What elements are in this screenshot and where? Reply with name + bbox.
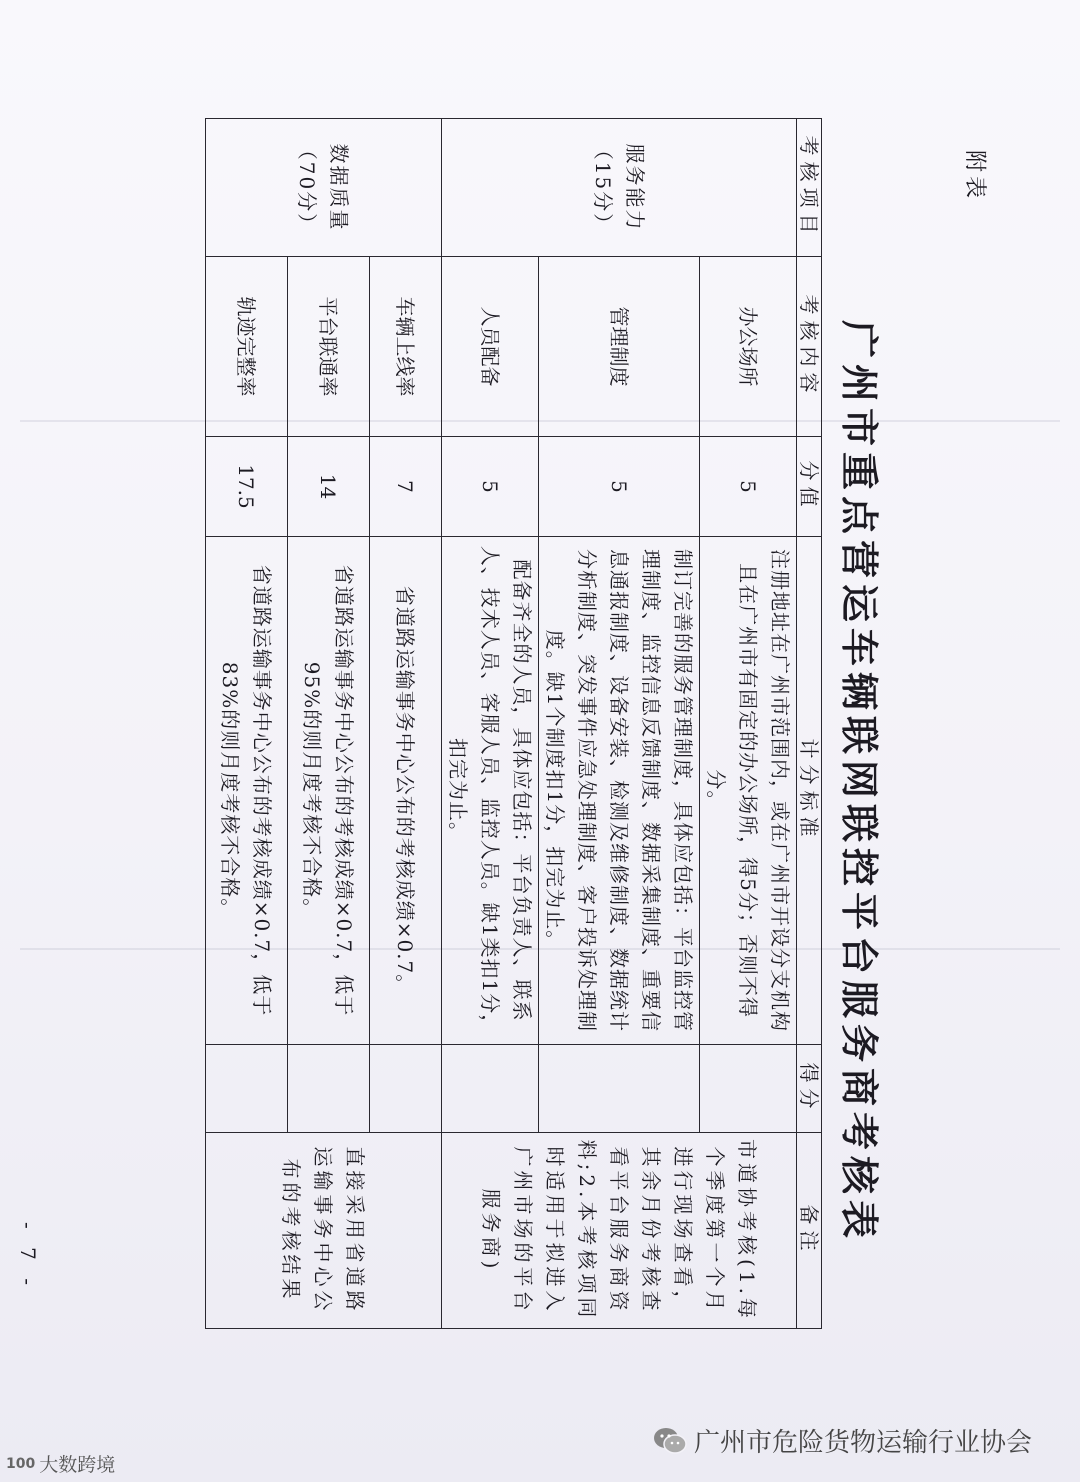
content-cell: 平台联通率 — [288, 257, 370, 437]
table-row — [370, 119, 442, 1329]
page-number: - 7 - — [16, 1222, 40, 1291]
score-cell — [539, 1045, 700, 1133]
annex-label: 附表 — [962, 150, 987, 203]
table-row — [700, 119, 797, 1329]
content-cell: 车辆上线率 — [370, 257, 442, 437]
header-score: 得分 — [797, 1045, 822, 1133]
value-cell: 17.5 — [206, 437, 288, 537]
header-score-value: 分值 — [797, 437, 822, 537]
criteria-cell: 省道路运输事务中心公布的考核成绩×0.7。 — [370, 537, 442, 1045]
watermark-left — [6, 1450, 115, 1477]
table-header-row — [797, 119, 822, 1329]
criteria-cell: 省道路运输事务中心公布的考核成绩×0.7，低于95%的则月度考核不合格。 — [288, 537, 370, 1045]
wechat-icon — [652, 1426, 688, 1456]
score-cell — [206, 1045, 288, 1133]
watermark-logo: 100 — [6, 1455, 36, 1472]
item-data-quality: 数据质量（70分） — [206, 119, 442, 257]
value-cell: 5 — [700, 437, 797, 537]
criteria-cell: 制订完善的服务管理制度，具体应包括：平台监控管理制度、监控信息反馈制度、数据采集制度、重要信息通报制度、设备安装、检测及维修制度、数据统计分析制度、突发事件应急处理制度、客户投诉处理制度。缺1个制度扣1分，扣完为止。 — [539, 537, 700, 1045]
score-cell — [442, 1045, 539, 1133]
header-criteria: 计分标准 — [797, 537, 822, 1045]
value-cell: 5 — [539, 437, 700, 537]
content-cell: 轨迹完整率 — [206, 257, 288, 437]
score-cell — [700, 1045, 797, 1133]
score-cell — [370, 1045, 442, 1133]
item-service-capability: 服务能力（15分） — [442, 119, 797, 257]
value-cell: 14 — [288, 437, 370, 537]
watermark-left-text: 大数跨境 — [39, 1454, 116, 1476]
header-content: 考核内容 — [797, 257, 822, 437]
document-title: 广州市重点营运车辆联网联控平台服务商考核表 — [837, 320, 882, 1245]
value-cell: 7 — [370, 437, 442, 537]
header-remark: 备注 — [797, 1133, 822, 1329]
content-cell: 人员配备 — [442, 257, 539, 437]
score-cell — [288, 1045, 370, 1133]
value-cell: 5 — [442, 437, 539, 537]
criteria-cell: 注册地址在广州市范围内，或在广州市开设分支机构且在广州市有固定的办公场所，得5分；否则不得分。 — [700, 537, 797, 1045]
criteria-cell: 省道路运输事务中心公布的考核成绩×0.7，低于83%的则月度考核不合格。 — [206, 537, 288, 1045]
assessment-table — [205, 118, 822, 1329]
criteria-cell: 配备齐全的人员，具体应包括：平台负责人、联系人、技术人员、客服人员、监控人员。缺1类扣1分，扣完为止。 — [442, 537, 539, 1045]
header-item: 考核项目 — [797, 119, 822, 257]
content-cell: 办公场所 — [700, 257, 797, 437]
content-cell: 管理制度 — [539, 257, 700, 437]
watermark-right — [652, 1422, 1032, 1459]
watermark-right-text: 广州市危险货物运输行业协会 — [694, 1428, 1033, 1458]
remark-data-quality: 直接采用省道路运输事务中心公布的考核结果 — [206, 1133, 442, 1329]
remark-service-capability: 市道协考核(1.每个季度第一个月进行现场查看，其余月份考核查看平台服务商资料;2.本考核项同时适用于拟进入广州市场的平台服务商) — [442, 1133, 797, 1329]
